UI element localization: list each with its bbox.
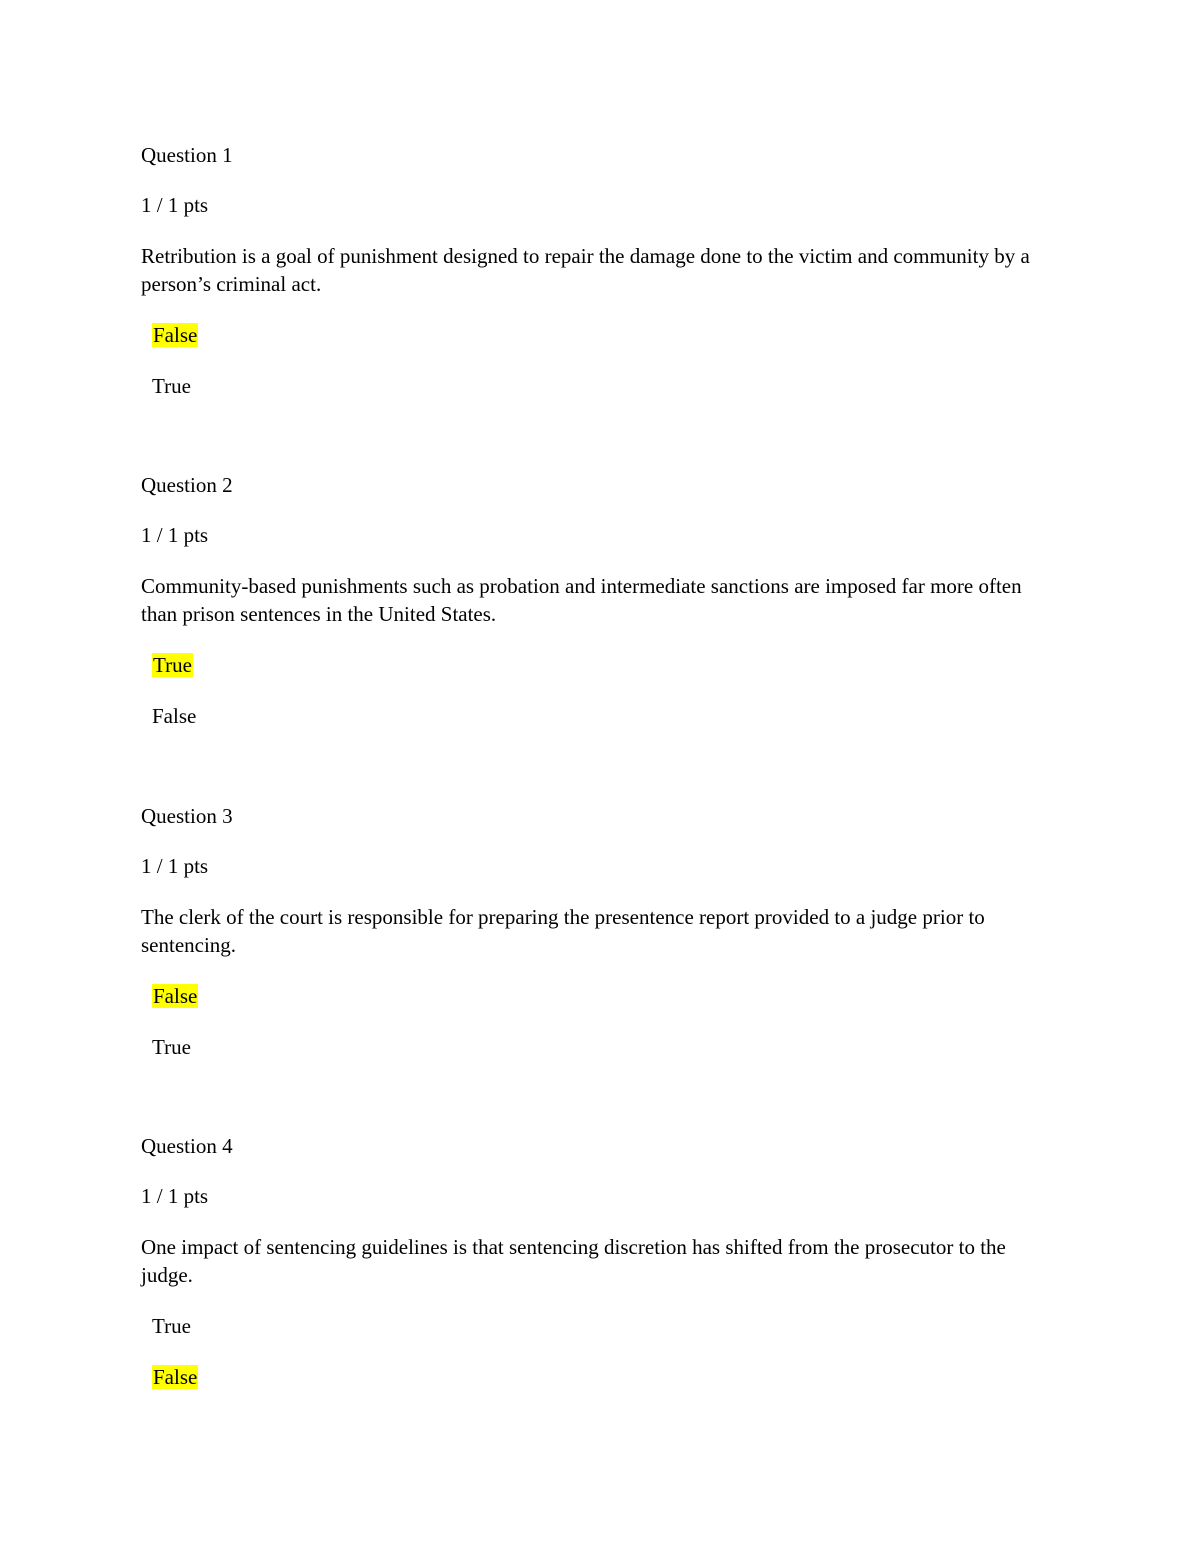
question-points: 1 / 1 pts [141,193,209,217]
answer-label-highlighted: True [153,653,192,677]
question-text: Retribution is a goal of punishment designed to repair the damage done to the victim and community by a person’s criminal act. [141,244,1030,296]
answer-option [141,702,1061,730]
question-4 [141,1132,1061,1391]
answer-label: True [152,374,191,398]
question-3 [141,802,1061,1061]
answer-label-highlighted: False [153,1365,198,1389]
question-title: Question 2 [141,473,233,497]
answer-option [141,1033,1061,1061]
answer-label: True [152,1314,191,1338]
answer-label: False [152,704,197,728]
question-points: 1 / 1 pts [141,854,209,878]
answer-option [141,1363,1061,1391]
question-points: 1 / 1 pts [141,523,209,547]
answer-option [141,651,1061,679]
question-text: Community-based punishments such as probation and intermediate sanctions are imposed far more often than prison sentences in the United States. [141,574,1022,626]
answer-option [141,372,1061,400]
question-text: The clerk of the court is responsible for preparing the presentence report provided to a judge prior to sentencing. [141,905,985,957]
answer-label: True [152,1035,191,1059]
answer-label-highlighted: False [153,323,198,347]
question-title: Question 4 [141,1134,233,1158]
answer-label-highlighted: False [153,984,198,1008]
question-title: Question 1 [141,143,233,167]
answer-option [141,321,1061,349]
question-2 [141,471,1061,730]
question-title: Question 3 [141,804,233,828]
answer-option [141,1312,1061,1340]
question-points: 1 / 1 pts [141,1184,209,1208]
question-1 [141,141,1061,400]
answer-option [141,982,1061,1010]
question-text: One impact of sentencing guidelines is that sentencing discretion has shifted from the prosecutor to the judge. [141,1235,1006,1287]
